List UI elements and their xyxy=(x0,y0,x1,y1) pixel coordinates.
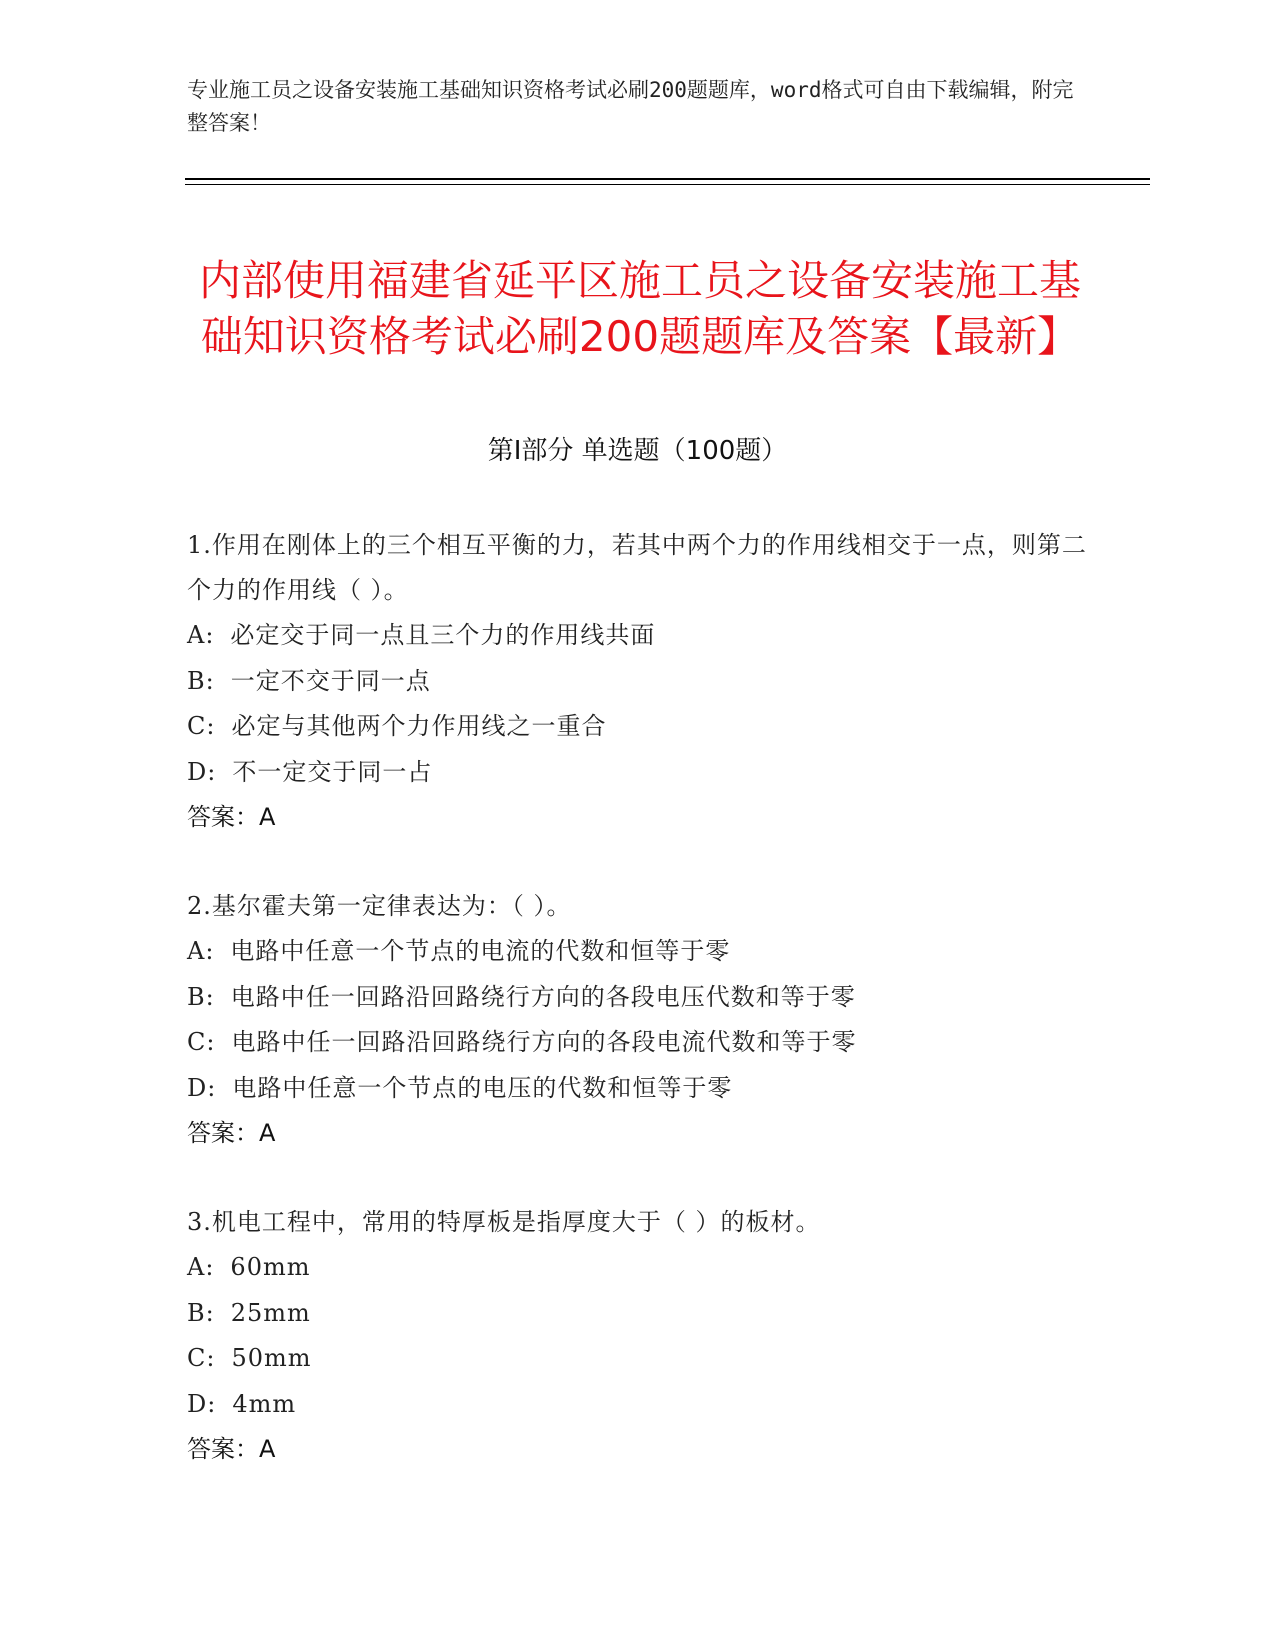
option-c xyxy=(187,1336,1087,1382)
option-d xyxy=(187,1382,1087,1428)
answer-line xyxy=(187,795,1087,840)
option-a xyxy=(187,613,1087,659)
option-text: 必定交于同一点且三个力的作用线共面 xyxy=(230,621,656,649)
option-letter: D: xyxy=(187,1389,217,1418)
option-b xyxy=(187,1291,1087,1337)
option-text: 60mm xyxy=(230,1253,311,1281)
section-heading: 第Ⅰ部分 单选题（100题） xyxy=(487,436,788,466)
answer-label: 答案： xyxy=(187,803,259,831)
answer-value: A xyxy=(259,803,276,831)
question-stem: 1.作用在刚体上的三个相互平衡的力，若其中两个力的作用线相交于一点，则第二个力的作用线（ ）。 xyxy=(187,531,1087,604)
option-b xyxy=(187,975,1087,1021)
option-text: 必定与其他两个力作用线之一重合 xyxy=(231,712,607,740)
option-text: 电路中任一回路沿回路绕行方向的各段电压代数和等于零 xyxy=(230,982,856,1011)
option-text: 电路中任意一个节点的电流的代数和恒等于零 xyxy=(230,937,731,965)
option-text: 4mm xyxy=(232,1389,297,1418)
option-letter: C: xyxy=(187,712,216,740)
question-list xyxy=(187,523,1087,1516)
option-d xyxy=(187,750,1087,796)
answer-label: 答案： xyxy=(187,1119,259,1147)
option-letter: A: xyxy=(187,621,215,649)
option-letter: B: xyxy=(187,666,215,695)
question-stem: 2.基尔霍夫第一定律表达为：（ ）。 xyxy=(187,892,572,920)
option-d xyxy=(187,1066,1087,1112)
option-text: 电路中任一回路沿回路绕行方向的各段电流代数和等于零 xyxy=(231,1028,857,1056)
question-2 xyxy=(187,884,1087,1156)
question-3 xyxy=(187,1200,1087,1472)
option-letter: A: xyxy=(187,1253,215,1281)
option-text: 一定不交于同一点 xyxy=(230,666,431,695)
option-text: 25mm xyxy=(230,1298,311,1327)
option-letter: A: xyxy=(187,937,215,965)
answer-label: 答案： xyxy=(187,1435,259,1463)
option-b xyxy=(187,659,1087,705)
option-letter: C: xyxy=(187,1344,216,1372)
header-divider-thick xyxy=(185,178,1150,180)
option-letter: B: xyxy=(187,982,215,1011)
option-a xyxy=(187,929,1087,975)
answer-value: A xyxy=(259,1435,276,1463)
option-c xyxy=(187,1020,1087,1066)
question-stem: 3.机电工程中，常用的特厚板是指厚度大于（ ）的板材。 xyxy=(187,1208,821,1236)
option-text: 不一定交于同一占 xyxy=(232,757,433,786)
option-c xyxy=(187,704,1087,750)
option-letter: C: xyxy=(187,1028,216,1056)
option-letter: D: xyxy=(187,757,217,786)
document-title: 内部使用福建省延平区施工员之设备安装施工基础知识资格考试必刷200题题库及答案【最新】 xyxy=(198,256,1081,362)
option-a xyxy=(187,1245,1087,1291)
header-divider-thin xyxy=(185,184,1150,185)
option-text: 50mm xyxy=(231,1344,312,1372)
header-note: 专业施工员之设备安装施工基础知识资格考试必刷200题题库，word格式可自由下载编辑，附完整答案！ xyxy=(187,78,1074,135)
answer-line xyxy=(187,1111,1087,1156)
option-text: 电路中任意一个节点的电压的代数和恒等于零 xyxy=(232,1073,733,1102)
answer-value: A xyxy=(259,1119,276,1147)
question-1 xyxy=(187,523,1087,840)
answer-line xyxy=(187,1427,1087,1472)
option-letter: B: xyxy=(187,1298,215,1327)
option-letter: D: xyxy=(187,1073,217,1102)
